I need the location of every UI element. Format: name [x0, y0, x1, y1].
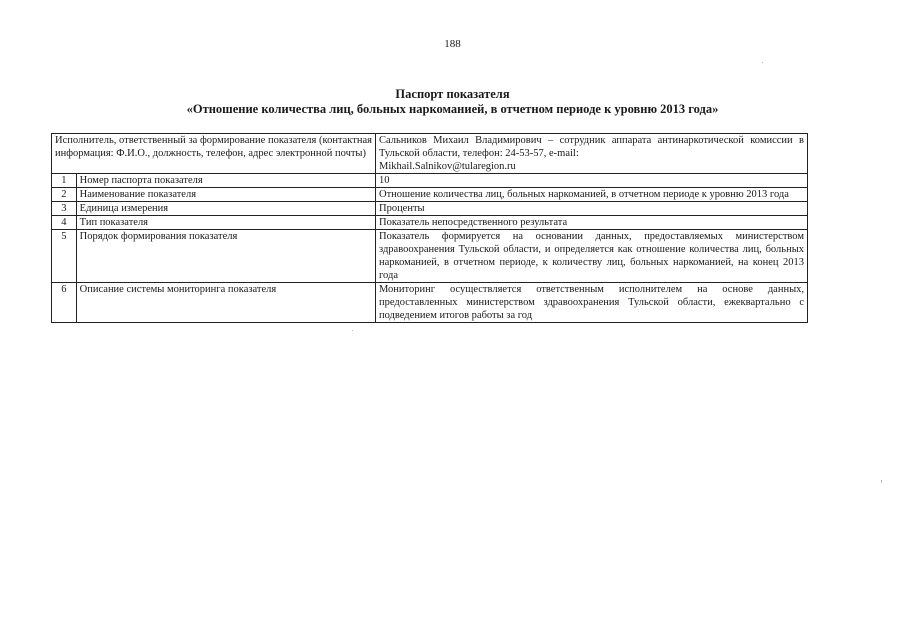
scan-speck	[881, 480, 882, 483]
executor-value	[375, 134, 807, 174]
row-name: Тип показателя	[76, 216, 375, 230]
executor-contact: Сальников Михаил Владимирович – сотрудник аппарата антинаркотической комиссии в Тульской области, телефон: 24-53-57, e-mail:	[378, 135, 804, 159]
table-row	[52, 174, 808, 188]
table-row-executor	[52, 134, 808, 174]
indicator-passport-table	[51, 133, 808, 323]
table-row	[52, 230, 808, 283]
row-number: 3	[52, 202, 77, 216]
table-row	[52, 216, 808, 230]
row-name: Номер паспорта показателя	[76, 174, 375, 188]
row-value: 10	[375, 174, 807, 188]
row-name: Порядок формирования показателя	[76, 230, 375, 283]
row-name: Наименование показателя	[76, 188, 375, 202]
row-number: 2	[52, 188, 77, 202]
executor-email: Mikhail.Salnikov@tularegion.ru	[378, 161, 516, 172]
document-title	[0, 87, 905, 117]
table-row	[52, 202, 808, 216]
row-value: Показатель формируется на основании данных, предоставляемых министерством здравоохранения Тульской области, и определяется как отношение количества лиц, больных наркоманией, в отчетном периоде, к количеству лиц, больных наркоманией, на конец 2013 года	[375, 230, 807, 283]
row-number: 5	[52, 230, 77, 283]
scan-speck	[352, 330, 353, 331]
row-value: Мониторинг осуществляется ответственным исполнителем на основе данных, предоставленных министерством здравоохранения Тульской области, ежеквартально с подведением итогов работы за год	[375, 283, 807, 323]
row-number: 6	[52, 283, 77, 323]
row-name: Описание системы мониторинга показателя	[76, 283, 375, 323]
table-row	[52, 188, 808, 202]
row-value: Показатель непосредственного результата	[375, 216, 807, 230]
row-name: Единица измерения	[76, 202, 375, 216]
scan-speck	[762, 62, 763, 63]
table-row	[52, 283, 808, 323]
title-line-1: Паспорт показателя	[395, 87, 510, 101]
row-value: Проценты	[375, 202, 807, 216]
row-value: Отношение количества лиц, больных наркоманией, в отчетном периоде к уровню 2013 года	[375, 188, 807, 202]
executor-label: Исполнитель, ответственный за формирование показателя (контактная информация: Ф.И.О., должность, телефон, адрес электронной почты)	[52, 134, 376, 174]
page-number: 188	[444, 38, 461, 50]
title-line-2: «Отношение количества лиц, больных наркоманией, в отчетном периоде к уровню 2013 года»	[186, 102, 719, 116]
row-number: 4	[52, 216, 77, 230]
row-number: 1	[52, 174, 77, 188]
